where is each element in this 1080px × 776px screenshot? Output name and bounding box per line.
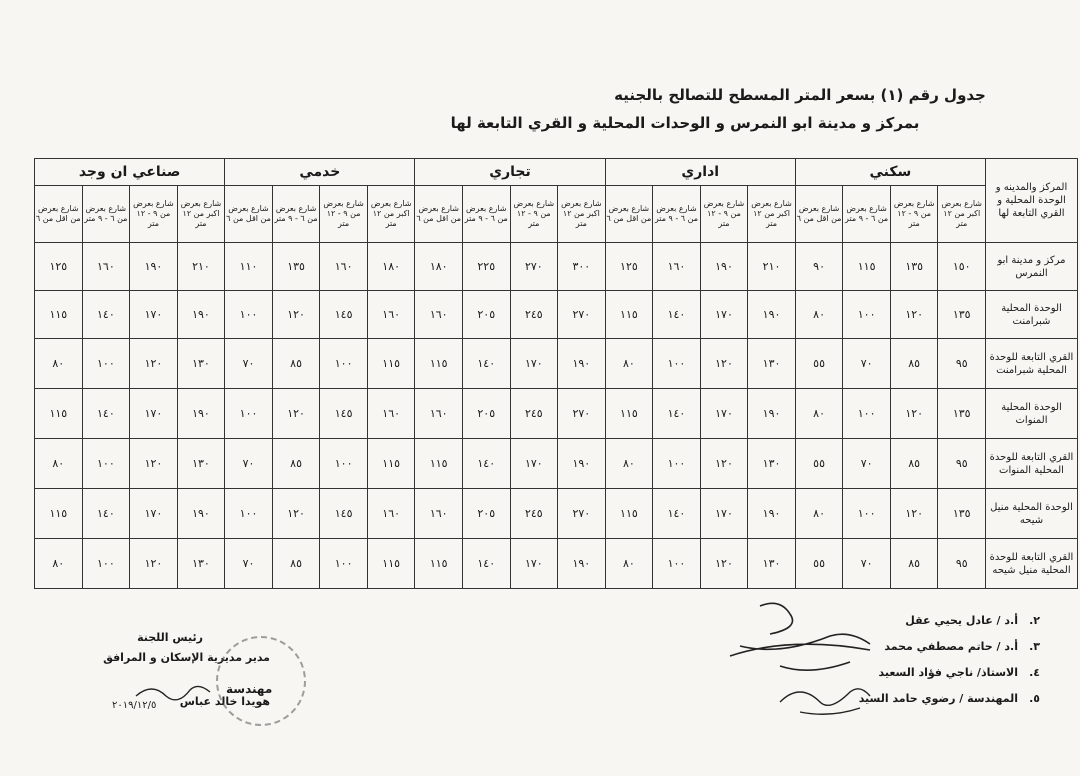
category-header-industrial: صناعي ان وجد (35, 159, 225, 186)
price-cell: ٢٠٥ (462, 291, 510, 339)
price-cell: ١٠٠ (82, 339, 130, 389)
table-row (35, 489, 1078, 539)
price-cell: ١٢٠ (890, 291, 938, 339)
member-item: ٢.أ.د / عادل يحيي عقل (905, 614, 1040, 627)
price-cell: ١٩٠ (558, 339, 606, 389)
table-row (35, 243, 1078, 291)
price-cell: ١١٥ (605, 489, 653, 539)
price-cell: ١٢٠ (130, 339, 178, 389)
street-width-header: شارع بعرض من اقل من ٦ (35, 186, 83, 243)
price-cell: ٨٠ (605, 339, 653, 389)
document-title: جدول رقم (١) بسعر المتر المسطح للتصالح بالجنيه (614, 86, 986, 104)
price-cell: ١٤٥ (320, 489, 368, 539)
member-item: ٥.المهندسة / رضوي حامد السيد (858, 692, 1040, 705)
price-cell: ١٧٠ (700, 291, 748, 339)
street-width-header: شارع بعرض من ٩ - ١٢ متر (130, 186, 178, 243)
price-cell: ١٠٠ (653, 539, 701, 589)
price-cell: ١١٥ (367, 339, 415, 389)
price-cell: ١٥٠ (938, 243, 986, 291)
price-cell: ١٦٠ (367, 291, 415, 339)
price-cell: ١٠٠ (225, 389, 273, 439)
price-cell: ١٠٠ (843, 291, 891, 339)
price-cell: ١٤٠ (462, 339, 510, 389)
price-cell: ٧٠ (225, 439, 273, 489)
price-cell: ٢٤٥ (510, 291, 558, 339)
table-row (35, 291, 1078, 339)
price-cell: ١٣٥ (890, 243, 938, 291)
price-cell: ١٩٠ (558, 539, 606, 589)
price-cell: ٨٠ (795, 489, 843, 539)
document-subtitle: بمركز و مدينة ابو النمرس و الوحدات المحلية و القري التابعة لها (450, 114, 920, 132)
price-cell: ١٦٠ (367, 489, 415, 539)
committee-head-label: رئيس اللجنة (137, 631, 203, 644)
table-row (35, 539, 1078, 589)
price-cell: ١٦٠ (653, 243, 701, 291)
price-cell: ٢٧٠ (558, 489, 606, 539)
table-row (35, 439, 1078, 489)
price-cell: ١٧٠ (700, 489, 748, 539)
price-cell: ١٦٠ (415, 489, 463, 539)
price-cell: ١٢٠ (700, 439, 748, 489)
price-cell: ١٤٠ (82, 389, 130, 439)
price-cell: ٩٥ (938, 539, 986, 589)
street-width-header: شارع بعرض من ٦ - ٩ متر (272, 186, 320, 243)
price-cell: ٨٠ (35, 339, 83, 389)
price-cell: ١٩٠ (177, 389, 225, 439)
price-cell: ١١٥ (605, 389, 653, 439)
price-cell: ١٩٠ (700, 243, 748, 291)
price-cell: ١٣٠ (748, 439, 796, 489)
category-header-commercial: تجاري (415, 159, 605, 186)
street-width-header: شارع بعرض من ٦ - ٩ متر (462, 186, 510, 243)
price-cell: ٢٧٠ (510, 243, 558, 291)
street-width-header: شارع بعرض من ٦ - ٩ متر (843, 186, 891, 243)
price-cell: ١٠٠ (320, 439, 368, 489)
price-cell: ١١٥ (367, 439, 415, 489)
category-header-residential: سكني (795, 159, 985, 186)
price-cell: ٢٤٥ (510, 489, 558, 539)
price-cell: ٢٤٥ (510, 389, 558, 439)
price-cell: ٨٠ (35, 439, 83, 489)
price-cell: ٢٠٥ (462, 489, 510, 539)
price-cell: ١٤٥ (320, 291, 368, 339)
price-cell: ٨٠ (605, 439, 653, 489)
row-label: القري التابعة للوحدة المحلية المنوات (986, 439, 1078, 489)
stamp-label: مهندسة (226, 682, 273, 696)
price-cell: ١٧٠ (130, 291, 178, 339)
category-header-administrative: اداري (605, 159, 795, 186)
price-cell: ٢٢٥ (462, 243, 510, 291)
price-cell: ٨٠ (795, 291, 843, 339)
price-cell: ٨٥ (890, 339, 938, 389)
signature-date: ٢٠١٩/١٢/٥ (112, 700, 157, 711)
row-label: مركز و مدينة ابو النمرس (986, 243, 1078, 291)
price-cell: ٨٥ (272, 339, 320, 389)
price-cell: ١٣٥ (938, 389, 986, 439)
price-cell: ١٣٠ (748, 339, 796, 389)
table-body (35, 243, 1078, 589)
street-width-header: شارع بعرض من اقل من ٦ (795, 186, 843, 243)
price-cell: ٥٥ (795, 539, 843, 589)
street-width-header: شارع بعرض اكبر من ١٢ متر (177, 186, 225, 243)
price-cell: ١١٥ (35, 489, 83, 539)
street-width-header: شارع بعرض من اقل من ٦ (225, 186, 273, 243)
price-cell: ١٧٠ (510, 339, 558, 389)
member-item: ٣.أ.د / حاتم مصطفي محمد (884, 640, 1040, 653)
row-label: الوحدة المحلية المنوات (986, 389, 1078, 439)
street-width-header: شارع بعرض من اقل من ٦ (605, 186, 653, 243)
price-cell: ١٠٠ (82, 439, 130, 489)
price-cell: ١٦٠ (415, 291, 463, 339)
price-cell: ١٩٠ (748, 291, 796, 339)
price-cell: ٩٥ (938, 439, 986, 489)
director-title: مدير مديرية الإسكان و المرافق (103, 651, 270, 664)
price-cell: ٢٧٠ (558, 389, 606, 439)
price-cell: ١٩٠ (558, 439, 606, 489)
price-cell: ٧٠ (225, 339, 273, 389)
price-cell: ١٧٠ (130, 489, 178, 539)
price-cell: ١٢٠ (130, 439, 178, 489)
street-width-header: شارع بعرض من اقل من ٦ (415, 186, 463, 243)
price-cell: ١٩٠ (177, 489, 225, 539)
price-cell: ١٩٠ (748, 489, 796, 539)
price-cell: ١١٥ (843, 243, 891, 291)
price-cell: ١٦٠ (82, 243, 130, 291)
price-cell: ١٨٠ (415, 243, 463, 291)
price-cell: ١٤٠ (82, 489, 130, 539)
price-cell: ١٦٠ (367, 389, 415, 439)
price-cell: ٨٥ (890, 539, 938, 589)
price-cell: ١٢٠ (700, 339, 748, 389)
price-cell: ١٠٠ (225, 489, 273, 539)
price-cell: ١٣٠ (177, 439, 225, 489)
price-cell: ١٢٠ (272, 291, 320, 339)
price-cell: ١٤٥ (320, 389, 368, 439)
stamp-circle (216, 636, 306, 726)
director-name: هويدا خالد عباس (179, 695, 270, 708)
street-width-header: شارع بعرض اكبر من ١٢ متر (938, 186, 986, 243)
subheader-row (35, 186, 1078, 243)
street-width-header: شارع بعرض من ٩ - ١٢ متر (510, 186, 558, 243)
price-cell: ١٤٠ (653, 291, 701, 339)
price-cell: ٨٥ (890, 439, 938, 489)
price-cell: ١٩٠ (748, 389, 796, 439)
price-cell: ١٩٠ (130, 243, 178, 291)
price-cell: ١٢٠ (272, 489, 320, 539)
price-cell: ١٧٠ (510, 539, 558, 589)
price-cell: ٧٠ (843, 339, 891, 389)
corner-header: المركز والمدينه و الوحدة المحلية و القري التابعة لها (986, 159, 1078, 243)
street-width-header: شارع بعرض اكبر من ١٢ متر (558, 186, 606, 243)
price-cell: ١١٥ (35, 291, 83, 339)
price-cell: ١٤٠ (653, 389, 701, 439)
price-cell: ٧٠ (843, 439, 891, 489)
street-width-header: شارع بعرض من ٩ - ١٢ متر (890, 186, 938, 243)
price-cell: ١٨٠ (367, 243, 415, 291)
price-cell: ١٠٠ (653, 339, 701, 389)
street-width-header: شارع بعرض اكبر من ١٢ متر (367, 186, 415, 243)
price-cell: ١٣٠ (748, 539, 796, 589)
price-cell: ١٤٠ (82, 291, 130, 339)
table-row (35, 339, 1078, 389)
row-label: القري التابعة للوحدة المحلية شبرامنت (986, 339, 1078, 389)
price-cell: ١٢٠ (272, 389, 320, 439)
price-cell: ٩٥ (938, 339, 986, 389)
price-cell: ١٧٠ (700, 389, 748, 439)
price-cell: ١٢٠ (700, 539, 748, 589)
price-cell: ١٦٠ (415, 389, 463, 439)
price-cell: ١٠٠ (653, 439, 701, 489)
price-cell: ٨٠ (35, 539, 83, 589)
price-cell: ٨٥ (272, 439, 320, 489)
price-cell: ١١٠ (225, 243, 273, 291)
street-width-header: شارع بعرض من ٩ - ١٢ متر (700, 186, 748, 243)
price-cell: ١٣٠ (177, 339, 225, 389)
price-cell: ١٢٠ (890, 389, 938, 439)
price-cell: ١٢٥ (35, 243, 83, 291)
category-header-services: خدمي (225, 159, 415, 186)
price-cell: ١٠٠ (225, 291, 273, 339)
price-cell: ١٠٠ (843, 389, 891, 439)
price-cell: ٩٠ (795, 243, 843, 291)
price-cell: ١٤٠ (462, 539, 510, 589)
price-cell: ٢٠٥ (462, 389, 510, 439)
price-cell: ٢٧٠ (558, 291, 606, 339)
price-cell: ١١٥ (415, 339, 463, 389)
price-cell: ٨٠ (605, 539, 653, 589)
price-cell: ٥٥ (795, 339, 843, 389)
price-cell: ١٠٠ (843, 489, 891, 539)
price-cell: ٧٠ (843, 539, 891, 589)
signature-scribble-2 (770, 672, 880, 722)
table-row (35, 389, 1078, 439)
price-cell: ١٤٠ (462, 439, 510, 489)
price-cell: ١١٥ (35, 389, 83, 439)
price-cell: ١٠٠ (320, 339, 368, 389)
price-cell: ١٠٠ (82, 539, 130, 589)
price-cell: ١٣٥ (272, 243, 320, 291)
price-cell: ٧٠ (225, 539, 273, 589)
price-cell: ١٣٥ (938, 291, 986, 339)
price-cell: ١٢٠ (890, 489, 938, 539)
price-cell: ١٧٠ (130, 389, 178, 439)
price-cell: ١٧٠ (510, 439, 558, 489)
street-width-header: شارع بعرض من ٩ - ١٢ متر (320, 186, 368, 243)
street-width-header: شارع بعرض اكبر من ١٢ متر (748, 186, 796, 243)
price-cell: ١١٥ (415, 539, 463, 589)
price-cell: ٢١٠ (177, 243, 225, 291)
price-cell: ١٠٠ (320, 539, 368, 589)
price-table (34, 158, 1078, 589)
row-label: الوحدة المحلية منيل شيحه (986, 489, 1078, 539)
price-cell: ١٤٠ (653, 489, 701, 539)
price-cell: ٢١٠ (748, 243, 796, 291)
price-cell: ٥٥ (795, 439, 843, 489)
price-cell: ١٢٠ (130, 539, 178, 589)
street-width-header: شارع بعرض من ٦ - ٩ متر (82, 186, 130, 243)
row-label: الوحدة المحلية شبرامنت (986, 291, 1078, 339)
member-item: ٤.الاستاذ/ ناجي فؤاد السعيد (878, 666, 1040, 679)
price-cell: ١٢٥ (605, 243, 653, 291)
price-cell: ٨٥ (272, 539, 320, 589)
price-cell: ١٦٠ (320, 243, 368, 291)
row-label: القري التابعة للوحدة المحلية منيل شيحه (986, 539, 1078, 589)
street-width-header: شارع بعرض من ٦ - ٩ متر (653, 186, 701, 243)
price-cell: ١٩٠ (177, 291, 225, 339)
price-cell: ١١٥ (605, 291, 653, 339)
price-cell: ١٣٠ (177, 539, 225, 589)
price-cell: ١١٥ (415, 439, 463, 489)
price-cell: ٨٠ (795, 389, 843, 439)
price-cell: ٣٠٠ (558, 243, 606, 291)
price-cell: ١٣٥ (938, 489, 986, 539)
price-cell: ١١٥ (367, 539, 415, 589)
